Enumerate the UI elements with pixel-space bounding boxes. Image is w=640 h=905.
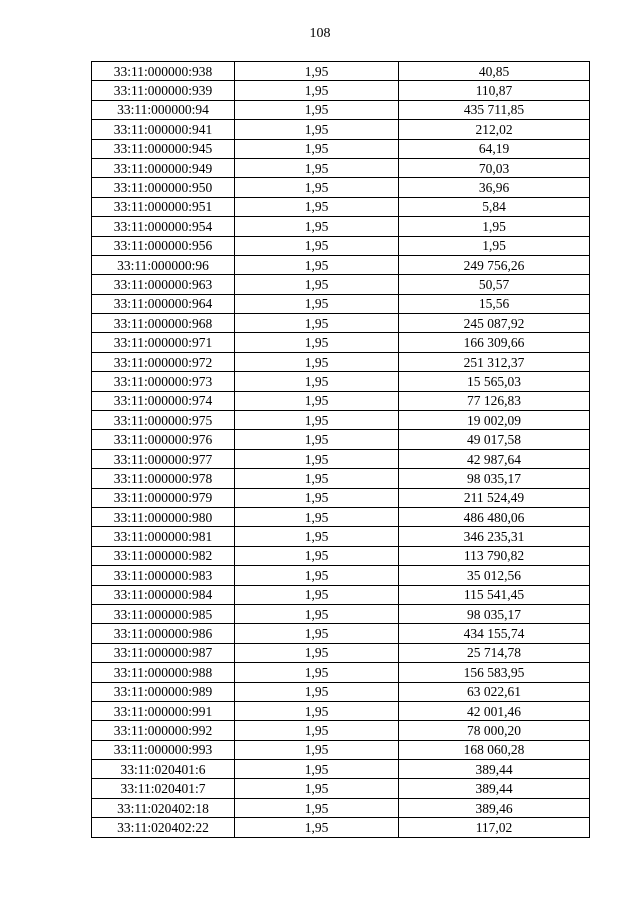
table-row [92, 740, 590, 759]
amount-cell: 36,96 [399, 178, 590, 197]
rate-cell: 1,95 [235, 740, 399, 759]
rate-cell: 1,95 [235, 197, 399, 216]
cadastral-number-cell: 33:11:000000:987 [92, 643, 235, 662]
table-row [92, 818, 590, 837]
table-row [92, 469, 590, 488]
cadastral-number-cell: 33:11:000000:993 [92, 740, 235, 759]
cadastral-number-cell: 33:11:000000:992 [92, 721, 235, 740]
table-row [92, 314, 590, 333]
amount-cell: 15,56 [399, 294, 590, 313]
table-row [92, 255, 590, 274]
amount-cell: 50,57 [399, 275, 590, 294]
rate-cell: 1,95 [235, 721, 399, 740]
page-number: 108 [309, 26, 331, 41]
amount-cell: 168 060,28 [399, 740, 590, 759]
amount-cell: 245 087,92 [399, 314, 590, 333]
table-row [92, 139, 590, 158]
cadastral-number-cell: 33:11:000000:973 [92, 372, 235, 391]
amount-cell: 5,84 [399, 197, 590, 216]
rate-cell: 1,95 [235, 294, 399, 313]
cadastral-number-cell: 33:11:000000:986 [92, 624, 235, 643]
table-row [92, 120, 590, 139]
rate-cell: 1,95 [235, 527, 399, 546]
table-row [92, 527, 590, 546]
amount-cell: 77 126,83 [399, 391, 590, 410]
rate-cell: 1,95 [235, 314, 399, 333]
table-row [92, 333, 590, 352]
cadastral-number-cell: 33:11:000000:956 [92, 236, 235, 255]
rate-cell: 1,95 [235, 120, 399, 139]
rate-cell: 1,95 [235, 566, 399, 585]
table-row [92, 721, 590, 740]
cadastral-number-cell: 33:11:000000:991 [92, 701, 235, 720]
cadastral-number-cell: 33:11:000000:971 [92, 333, 235, 352]
amount-cell: 42 987,64 [399, 449, 590, 468]
table-row [92, 62, 590, 81]
table-row [92, 275, 590, 294]
table-row [92, 585, 590, 604]
amount-cell: 389,46 [399, 798, 590, 817]
amount-cell: 249 756,26 [399, 255, 590, 274]
rate-cell: 1,95 [235, 449, 399, 468]
amount-cell: 211 524,49 [399, 488, 590, 507]
amount-cell: 64,19 [399, 139, 590, 158]
table-row [92, 507, 590, 526]
amount-cell: 98 035,17 [399, 469, 590, 488]
amount-cell: 35 012,56 [399, 566, 590, 585]
table-row [92, 546, 590, 565]
cadastral-number-cell: 33:11:000000:963 [92, 275, 235, 294]
amount-cell: 346 235,31 [399, 527, 590, 546]
table-row [92, 624, 590, 643]
rate-cell: 1,95 [235, 604, 399, 623]
rate-cell: 1,95 [235, 139, 399, 158]
amount-cell: 389,44 [399, 760, 590, 779]
table-row [92, 760, 590, 779]
table-row [92, 391, 590, 410]
cadastral-number-cell: 33:11:000000:983 [92, 566, 235, 585]
cadastral-number-cell: 33:11:020401:7 [92, 779, 235, 798]
rate-cell: 1,95 [235, 507, 399, 526]
amount-cell: 389,44 [399, 779, 590, 798]
cadastral-number-cell: 33:11:000000:977 [92, 449, 235, 468]
table-row [92, 217, 590, 236]
rate-cell: 1,95 [235, 469, 399, 488]
table-row [92, 798, 590, 817]
amount-cell: 42 001,46 [399, 701, 590, 720]
rate-cell: 1,95 [235, 333, 399, 352]
cadastral-number-cell: 33:11:000000:949 [92, 158, 235, 177]
amount-cell: 156 583,95 [399, 663, 590, 682]
amount-cell: 486 480,06 [399, 507, 590, 526]
rate-cell: 1,95 [235, 391, 399, 410]
cadastral-number-cell: 33:11:000000:96 [92, 255, 235, 274]
table-row [92, 449, 590, 468]
cadastral-number-cell: 33:11:000000:951 [92, 197, 235, 216]
rate-cell: 1,95 [235, 663, 399, 682]
rate-cell: 1,95 [235, 411, 399, 430]
amount-cell: 1,95 [399, 217, 590, 236]
table-row [92, 352, 590, 371]
amount-cell: 70,03 [399, 158, 590, 177]
rate-cell: 1,95 [235, 217, 399, 236]
rate-cell: 1,95 [235, 255, 399, 274]
amount-cell: 15 565,03 [399, 372, 590, 391]
rate-cell: 1,95 [235, 352, 399, 371]
cadastral-number-cell: 33:11:020402:22 [92, 818, 235, 837]
cadastral-number-cell: 33:11:000000:980 [92, 507, 235, 526]
table-row [92, 372, 590, 391]
rate-cell: 1,95 [235, 779, 399, 798]
amount-cell: 1,95 [399, 236, 590, 255]
table-row [92, 643, 590, 662]
rate-cell: 1,95 [235, 430, 399, 449]
cadastral-number-cell: 33:11:000000:94 [92, 100, 235, 119]
rate-cell: 1,95 [235, 701, 399, 720]
cadastral-number-cell: 33:11:000000:950 [92, 178, 235, 197]
rate-cell: 1,95 [235, 818, 399, 837]
cadastral-number-cell: 33:11:000000:968 [92, 314, 235, 333]
cadastral-number-cell: 33:11:000000:976 [92, 430, 235, 449]
amount-cell: 40,85 [399, 62, 590, 81]
table-row [92, 566, 590, 585]
cadastral-number-cell: 33:11:000000:938 [92, 62, 235, 81]
rate-cell: 1,95 [235, 585, 399, 604]
cadastral-number-cell: 33:11:000000:984 [92, 585, 235, 604]
cadastral-number-cell: 33:11:000000:988 [92, 663, 235, 682]
cadastral-number-cell: 33:11:000000:975 [92, 411, 235, 430]
cadastral-number-cell: 33:11:000000:954 [92, 217, 235, 236]
cadastral-number-cell: 33:11:000000:945 [92, 139, 235, 158]
table-row [92, 701, 590, 720]
table-row [92, 430, 590, 449]
table-row [92, 682, 590, 701]
cadastral-number-cell: 33:11:000000:985 [92, 604, 235, 623]
amount-cell: 166 309,66 [399, 333, 590, 352]
rate-cell: 1,95 [235, 760, 399, 779]
table-row [92, 411, 590, 430]
cadastral-number-cell: 33:11:000000:974 [92, 391, 235, 410]
rate-cell: 1,95 [235, 643, 399, 662]
table-row [92, 81, 590, 100]
amount-cell: 212,02 [399, 120, 590, 139]
rate-cell: 1,95 [235, 100, 399, 119]
table-body [92, 62, 590, 838]
amount-cell: 251 312,37 [399, 352, 590, 371]
amount-cell: 19 002,09 [399, 411, 590, 430]
rate-cell: 1,95 [235, 81, 399, 100]
amount-cell: 78 000,20 [399, 721, 590, 740]
cadastral-value-table [91, 61, 590, 838]
amount-cell: 115 541,45 [399, 585, 590, 604]
cadastral-number-cell: 33:11:020401:6 [92, 760, 235, 779]
table-row [92, 604, 590, 623]
table-row [92, 158, 590, 177]
rate-cell: 1,95 [235, 488, 399, 507]
rate-cell: 1,95 [235, 372, 399, 391]
cadastral-number-cell: 33:11:000000:981 [92, 527, 235, 546]
cadastral-number-cell: 33:11:000000:941 [92, 120, 235, 139]
amount-cell: 435 711,85 [399, 100, 590, 119]
rate-cell: 1,95 [235, 798, 399, 817]
rate-cell: 1,95 [235, 158, 399, 177]
amount-cell: 98 035,17 [399, 604, 590, 623]
table-row [92, 488, 590, 507]
rate-cell: 1,95 [235, 275, 399, 294]
cadastral-number-cell: 33:11:020402:18 [92, 798, 235, 817]
table-row [92, 197, 590, 216]
rate-cell: 1,95 [235, 546, 399, 565]
table-row [92, 178, 590, 197]
rate-cell: 1,95 [235, 236, 399, 255]
cadastral-number-cell: 33:11:000000:939 [92, 81, 235, 100]
amount-cell: 25 714,78 [399, 643, 590, 662]
cadastral-number-cell: 33:11:000000:979 [92, 488, 235, 507]
table-row [92, 100, 590, 119]
cadastral-number-cell: 33:11:000000:964 [92, 294, 235, 313]
amount-cell: 49 017,58 [399, 430, 590, 449]
table-row [92, 663, 590, 682]
rate-cell: 1,95 [235, 682, 399, 701]
cadastral-number-cell: 33:11:000000:989 [92, 682, 235, 701]
amount-cell: 110,87 [399, 81, 590, 100]
cadastral-number-cell: 33:11:000000:982 [92, 546, 235, 565]
rate-cell: 1,95 [235, 62, 399, 81]
cadastral-number-cell: 33:11:000000:978 [92, 469, 235, 488]
amount-cell: 63 022,61 [399, 682, 590, 701]
table-row [92, 236, 590, 255]
table-row [92, 294, 590, 313]
rate-cell: 1,95 [235, 178, 399, 197]
rate-cell: 1,95 [235, 624, 399, 643]
amount-cell: 117,02 [399, 818, 590, 837]
cadastral-number-cell: 33:11:000000:972 [92, 352, 235, 371]
amount-cell: 434 155,74 [399, 624, 590, 643]
table-row [92, 779, 590, 798]
amount-cell: 113 790,82 [399, 546, 590, 565]
